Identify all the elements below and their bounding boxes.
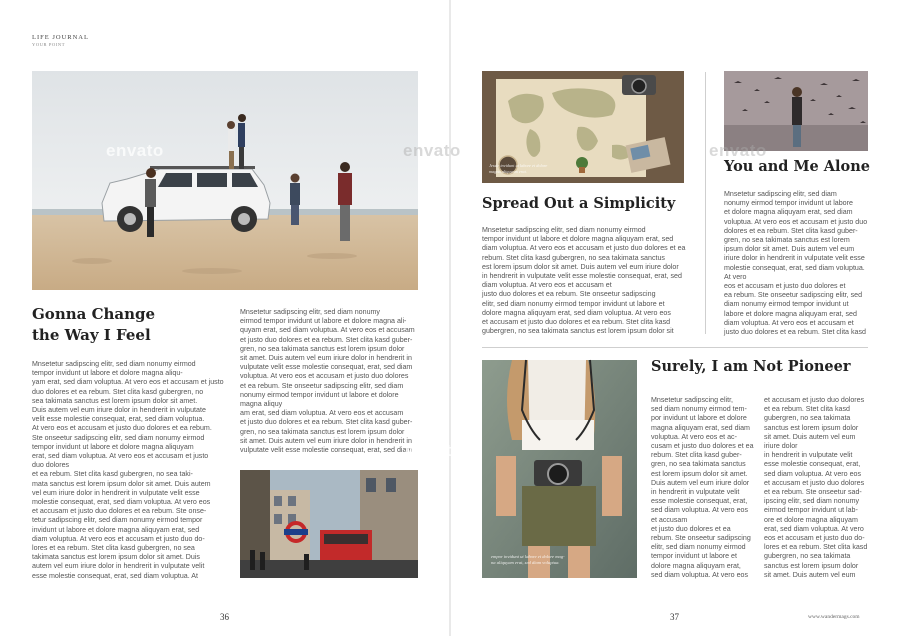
left-page	[0, 0, 449, 636]
magazine-tagline: YOUR POINT	[32, 42, 66, 47]
watermark-text-lower: envato	[405, 441, 463, 460]
london-street-photo	[240, 470, 418, 578]
footer-url[interactable]: www.wandermags.com	[808, 614, 860, 620]
article-title-line2: the Way I Feel	[32, 326, 151, 344]
column-divider	[705, 72, 706, 334]
article2-body: Mnsetetur sadipscing elitr, sed diam nonumy eirmod tempor invidunt ut labore et dolore magna aliquyam erat, sed diam voluptua. At vero eos et accusam et justo duo dolores et ea rebum. Stet clita kasd guber- gren, no sea takimata sanctus est lorem ipsum dolor sit amet. Duis autem vel eum iriure dolor in hendrerit in vulputate velit esse molestie consequat, erat, sed diam voluptua. At vero eos et accusam et justo duo dolores et ea rebum. Ste onseetur sadipscing elitr, sed diam nonumy eirmod tempor invidunt ut labore et dolore magna aliquyam erat, sed diam voluptua. At vero eos et accusam et justo duo dolores et ea rebum. Stet clita kasd	[724, 190, 868, 337]
right-page	[403, 0, 900, 636]
article1-body: Mnsetetur sadipscing elitr, sed diam nonumy eirmod tempor invidunt ut labore et dolore magna aliquyam erat, sed diam voluptua. At vero eos et accusam et justo duo dolores et ea rebum. Stet clita kasd gubergren, no sea takimata sanctus est lorem ipsum dolor sit amet. Duis autem vel eum iriure dolor in hendrerit in vulputate velit esse molestie consequat, erat, sed diam voluptua. At vero eos et accusam et justo duo dolores et ea rebum. Ste onseetur sadipscing elitr, sed diam nonumy eirmod tempor invidunt ut labore et dolore magna aliquyam erat, sed diam voluptua. At vero eos et accusam et justo duo dolores et ea rebum. Stet clita kasd gubergren, no sea takimata sanctus est lorem ipsum dolor sit	[482, 226, 686, 336]
section-divider	[482, 347, 868, 348]
beach-jeep-photo	[32, 71, 418, 290]
page-number-left: 36	[220, 612, 229, 622]
article2-title: You and Me Alone	[724, 158, 870, 175]
page-number-right: 37	[670, 612, 679, 622]
article-body-col1: Mnsetetur sadipscing elitr, sed diam nonumy eirmod tempor invidunt ut labore et dolore magna aliqu- yam erat, sed diam voluptua. At vero eos et accusam et justo duo dolores et ea rebum. Stet clita kasd gubergren, no sea takimata sanctus est lorem ipsum dolor sit amet. Duis autem vel eum iriure dolor in hendrerit in vulputate velit esse molestie consequat, erat, sed diam voluptua. At vero eos et accusam et justo duo dolores et ea rebum. Ste onseetur sadipscing elitr, sed diam nonumy eirmod tempor invidunt ut labore et dolore magna aliquyam erat, sed diam voluptua. At vero eos et accusam et justo duo dolores et ea rebum. Stet clita kasd gubergren, no sea taki- mata sanctus est lorem ipsum dolor sit amet. Duis autem vel eum iriure dolor in hendrerit in vulputate velit esse molestie consequat, erat, sed diam voluptua. At vero eos et accusam et justo duo dolores et ea rebum. Ste onse- tetur sadipscing elitr, sed diam nonumy eirmod tempor invidunt ut labore et dolore magna aliquyam erat, sed diam voluptua. At vero eos et accusam et justo duo do- lores et ea rebum. Stet clita kasd gubergren, no sea takimata sanctus est lorem ipsum dolor sit amet. Duis autem vel eum iriure dolor in hendrerit in vulputate velit esse molestie consequat, erat, sed diam voluptua. At	[32, 360, 224, 580]
camera-image-caption: empor invidunt ut labore et dolore mag- na aliquyam erat, sed diam voluptua.	[491, 554, 565, 565]
article3-body-col1: Mnsetetur sadipscing elitr, sed diam nonumy eirmod tem- por invidunt ut labore et dolore magna aliquyam erat, sed diam voluptua. At vero eos et ac- cusam et justo duo dolores et ea rebum. Stet clita kasd guber- gren, no sea takimata sanctus est lorem ipsum dolor sit amet. Duis autem vel eum iriure dolor in hendrerit in vulputate velit esse molestie consequat, erat, sed diam voluptua. At vero eos et accusam et justo duo dolores et ea rebum. Ste onseetur sadipscing elitr, sed diam nonumy eirmod tempor invidunt ut labore et dolore magna aliquyam erat, sed diam voluptua. At vero eos	[651, 396, 754, 579]
article3-body-col2: et accusam et justo duo dolores et ea rebum. Stet clita kasd gubergren, no sea takimata sanctus est lorem ipsum dolor sit amet. Duis autem vel eum iriure dolor in hendrerit in vulputate velit esse molestie consequat, erat, sed diam voluptua. At vero eos et accusam et justo duo dolores et ea rebum. Ste onseetur sad- ipscing elitr, sed diam nonumy eirmod tempor invidunt ut lab- ore et dolore magna aliquyam erat, sed diam voluptua. At vero eos et accusam et justo duo do- lores et ea rebum. Stet clita kasd gubergren, no sea takimata sanctus est lorem ipsum dolor sit amet. Duis autem vel eum	[764, 396, 868, 579]
article-title	[32, 304, 232, 346]
birds-girl-photo	[724, 71, 868, 151]
watermark-text-center: envato	[403, 141, 461, 160]
article3-title: Surely, I am Not Pioneer	[651, 358, 851, 375]
article-title-line1: Gonna Change	[32, 305, 156, 323]
magazine-brand: LIFE JOURNAL	[32, 34, 89, 41]
watermark-text-right: envato	[709, 141, 767, 160]
article1-title: Spread Out a Simplicity	[482, 195, 676, 212]
article-body-col2: Mnsetetur sadipscing elitr, sed diam nonumy eirmod tempor invidunt ut labore et dolore magna ali- quyam erat, sed diam voluptua. At vero eos et accusam et justo duo dolores et ea rebum. Stet clita kasd guber- gren, no sea takimata sanctus est lorem ipsum dolor sit amet. Duis autem vel eum iriure dolor in hendrerit in vulputate velit esse molestie consequat, erat, sed diam voluptua. At vero eos et accusam et justo duo dolores et ea rebum. Ste onseetur sadipscing elitr, sed diam nonumy eirmod tempor invidunt ut labore et dolore magna aliquy am erat, sed diam voluptua. At vero eos et accusam et justo duo dolores et ea rebum. Stet clita kasd guber- gren, no sea takimata sanctus est lorem ipsum dolor sit amet. Duis autem vel eum iriure dolor in hendrerit in vulputate velit esse molestie consequat, erat, sed diam	[240, 308, 415, 455]
camera-girl-photo	[482, 360, 637, 578]
watermark-text: envato	[106, 141, 164, 160]
map-image-caption: Jessie invidunt ut labore et dolore magna aliquyam erat.	[489, 163, 548, 174]
